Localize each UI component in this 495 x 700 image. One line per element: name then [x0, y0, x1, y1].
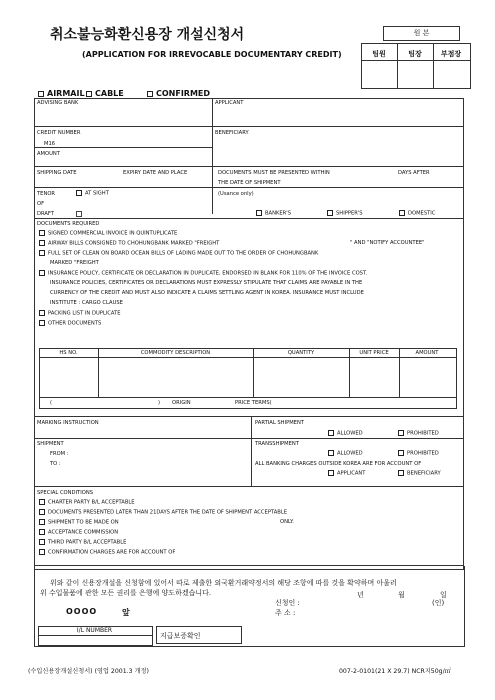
insurance-checkbox[interactable]	[39, 270, 45, 276]
applicant-sign-label: 신청인 :	[275, 599, 300, 607]
goods-origin-close: )	[158, 400, 161, 406]
partial-prohibited-option[interactable]: PROHIBITED	[398, 430, 439, 437]
partial-shipment-label: PARTIAL SHIPMENT	[255, 420, 305, 426]
transshipment-label: TRANSSHIPMENT	[255, 441, 299, 447]
address-field[interactable]	[305, 607, 455, 616]
full-set-checkbox[interactable]	[39, 250, 45, 256]
approval-team-member: 팀원	[372, 50, 386, 58]
applicant-sign-field[interactable]	[305, 597, 425, 606]
special-checkbox[interactable]	[39, 549, 45, 555]
days-after-label: DAYS AFTER	[398, 170, 430, 176]
draft-label: DRAFT	[37, 211, 54, 217]
charges-beneficiary-checkbox[interactable]	[398, 470, 404, 476]
signed-invoice-checkbox[interactable]	[39, 230, 45, 236]
special-checkbox[interactable]	[39, 499, 45, 505]
date-day-label: 일	[440, 591, 447, 599]
shipment-to-label: TO :	[50, 461, 61, 467]
doc-insurance-3: CURRENCY OF THE CREDIT AND MUST ALSO INDICATE A CLAIMS SETTLING AGENT IN KOREA. INSURANCE MUST INCLUDE	[50, 290, 364, 296]
doc-signed-invoice[interactable]: SIGNED COMMERCIAL INVOICE IN QUINTUPLICATE	[39, 230, 177, 237]
amount-label: AMOUNT	[37, 151, 60, 157]
declaration-line-2: 위 수입물품에 관한 모든 권리를 은행에 양도하겠습니다.	[40, 589, 212, 597]
special-conditions-heading: SPECIAL CONDITIONS	[37, 490, 94, 496]
charges-beneficiary-option[interactable]: BENEFICIARY	[398, 470, 441, 477]
addressee-name: OOOO	[66, 607, 98, 616]
goods-origin-label: ORIGIN	[172, 400, 191, 406]
doc-other[interactable]: OTHER DOCUMENTS	[39, 320, 101, 327]
airmail-checkbox[interactable]	[38, 91, 44, 97]
advising-bank-label: ADVISING BANK	[37, 100, 79, 106]
beneficiary-label: BENEFICIARY	[215, 130, 249, 136]
address-label: 주 소 :	[275, 609, 296, 617]
other-docs-checkbox[interactable]	[39, 320, 45, 326]
documents-required-heading: DOCUMENTS REQUIRED	[37, 221, 100, 227]
domestic-checkbox[interactable]	[399, 210, 405, 216]
doc-insurance[interactable]: INSURANCE POLICY, CERTIFICATE OR DECLARATION IN DUPLICATE, ENDORSED IN BLANK FOR 110% OF THE INVOICE COST.	[39, 270, 367, 277]
domestic-option[interactable]: DOMESTIC	[399, 210, 435, 217]
usance-label: (Usance only)	[218, 191, 254, 197]
airway-bills-checkbox[interactable]	[39, 240, 45, 246]
special-item[interactable]: CONFIRMATION CHARGES ARE FOR ACCOUNT OF	[39, 549, 175, 556]
of-label: OF	[37, 201, 45, 207]
goods-header-unit-price: UNIT PRICE	[359, 350, 389, 356]
special-checkbox[interactable]	[39, 529, 45, 535]
form-title: 취소불능화환신용장 개설신청서	[50, 27, 245, 43]
trans-prohibited-checkbox[interactable]	[398, 450, 404, 456]
goods-price-terms: PRICE TERMS(	[235, 400, 272, 406]
shippers-checkbox[interactable]	[327, 210, 333, 216]
shipment-from-label: FROM :	[50, 451, 69, 457]
doc-airway-bills[interactable]: AIRWAY BILLS CONSIGNED TO CHOHUNGBANK MARKED "FREIGHT	[39, 240, 219, 247]
partial-allowed-checkbox[interactable]	[328, 430, 334, 436]
special-checkbox[interactable]	[39, 539, 45, 545]
doc-full-set[interactable]: FULL SET OF CLEAN ON BOARD OCEAN BILLS OF LADING MADE OUT TO THE ORDER OF CHOHUNGBANK	[39, 250, 318, 257]
draft-checkbox[interactable]	[76, 211, 82, 217]
trans-allowed-option[interactable]: ALLOWED	[328, 450, 363, 457]
shipment-to-field[interactable]	[75, 460, 245, 468]
beneficiary-field[interactable]	[214, 137, 460, 165]
footer-form-name: (수입신용장개설신청서) (영업 2001.3 개정)	[28, 668, 149, 675]
marking-instruction-label: MARKING INSTRUCTION	[37, 420, 99, 426]
footer-form-code: 007-2-0101(21 X 29.7) NCR지50g/㎡	[339, 668, 451, 675]
special-item[interactable]: CHARTER PARTY B/L ACCEPTABLE	[39, 499, 135, 506]
goods-header-quantity: QUANTITY	[287, 350, 315, 356]
shippers-option[interactable]: SHIPPER'S	[327, 210, 363, 217]
cable-checkbox[interactable]	[86, 91, 92, 97]
banking-charges-label: ALL BANKING CHARGES OUTSIDE KOREA ARE FOR ACCOUNT OF	[255, 461, 422, 467]
partial-allowed-option[interactable]: ALLOWED	[328, 430, 363, 437]
charges-applicant-option[interactable]: APPLICANT	[328, 470, 365, 477]
special-checkbox[interactable]	[39, 519, 45, 525]
confirmed-checkbox[interactable]	[147, 91, 153, 97]
docs-presented-label: DOCUMENTS MUST BE PRESENTED WITHIN	[218, 170, 330, 176]
credit-number-value[interactable]: M16	[44, 141, 56, 147]
addressee-suffix: 앞	[122, 608, 130, 617]
trans-prohibited-option[interactable]: PROHIBITED	[398, 450, 439, 457]
goods-header-hs: HS NO.	[59, 350, 78, 356]
packing-list-checkbox[interactable]	[39, 310, 45, 316]
at-sight-option[interactable]: AT SIGHT	[76, 190, 109, 197]
goods-header-amount: AMOUNT	[415, 350, 439, 356]
goods-header-commodity: COMMODITY DESCRIPTION	[140, 350, 211, 356]
doc-insurance-2: INSURANCE POLICIES, CERTIFICATES OR DECLARATIONS MUST EXPRESSLY STIPULATE THAT CLAIMS ARE PAYABLE IN THE	[50, 280, 363, 286]
shipping-date-label: SHIPPING DATE	[37, 170, 77, 176]
doc-full-set-2: MARKED "FREIGHT	[50, 260, 99, 266]
expiry-label: EXPIRY DATE AND PLACE	[123, 170, 188, 176]
mode-confirmed[interactable]: CONFIRMED	[147, 89, 210, 98]
special-item[interactable]: ACCEPTANCE COMMISSION	[39, 529, 118, 536]
credit-number-label: CREDIT NUMBER	[37, 130, 81, 136]
original-copy-label: 원 본	[383, 26, 460, 41]
goods-origin-open: (	[50, 400, 53, 406]
date-year-label: 년	[357, 591, 364, 599]
charges-applicant-checkbox[interactable]	[328, 470, 334, 476]
guarantee-confirm-box[interactable]: 지급보증확인	[156, 626, 242, 644]
shipment-from-field[interactable]	[75, 450, 245, 458]
doc-airway-bills-end: " AND "NOTIFY ACCOUNTEE"	[350, 240, 425, 246]
approval-branch-manager: 부점장	[440, 50, 462, 58]
partial-prohibited-checkbox[interactable]	[398, 430, 404, 436]
declaration-line-1: 위와 같이 신용장개설을 신청함에 있어서 따로 제출한 외국환거래약정서의 해당 조항에 따를 것을 확약하며 아울러	[50, 579, 397, 587]
applicant-field[interactable]	[214, 107, 460, 125]
applicant-label: APPLICANT	[215, 100, 244, 106]
mode-cable[interactable]: CABLE	[86, 89, 124, 98]
docs-presented-label-2: THE DATE OF SHIPMENT	[218, 180, 281, 186]
form-subtitle: (APPLICATION FOR IRREVOCABLE DOCUMENTARY CREDIT)	[82, 50, 342, 59]
trans-allowed-checkbox[interactable]	[328, 450, 334, 456]
special-checkbox[interactable]	[39, 509, 45, 515]
tenor-label: TENOR	[37, 191, 56, 197]
marking-instruction-field[interactable]	[36, 427, 249, 436]
seal-label: (인)	[432, 599, 445, 607]
special-only-label: ONLY.	[280, 519, 294, 525]
goods-rows-area[interactable]	[40, 358, 454, 396]
doc-packing-list[interactable]: PACKING LIST IN DUPLICATE	[39, 310, 121, 317]
approval-team-leader: 팀장	[408, 50, 422, 58]
bankers-checkbox[interactable]	[256, 210, 262, 216]
special-item[interactable]: THIRD PARTY B/L ACCEPTABLE	[39, 539, 126, 546]
bankers-option[interactable]: BANKER'S	[256, 210, 291, 217]
mode-airmail[interactable]: AIRMAIL	[38, 89, 85, 98]
shipment-label: SHIPMENT	[37, 441, 64, 447]
at-sight-checkbox[interactable]	[76, 190, 82, 196]
doc-insurance-4: INSTITUTE : CARGO CLAUSE	[50, 300, 123, 306]
amount-field[interactable]	[36, 157, 210, 165]
special-item[interactable]: SHIPMENT TO BE MADE ON	[39, 519, 119, 526]
date-month-label: 월	[398, 591, 405, 599]
advising-bank-field[interactable]	[36, 107, 210, 125]
special-item[interactable]: DOCUMENTS PRESENTED LATER THAN 21DAYS AFTER THE DATE OF SHIPMENT ACCEPTABLE	[39, 509, 287, 516]
il-number-label: I/L NUMBER	[76, 627, 113, 634]
